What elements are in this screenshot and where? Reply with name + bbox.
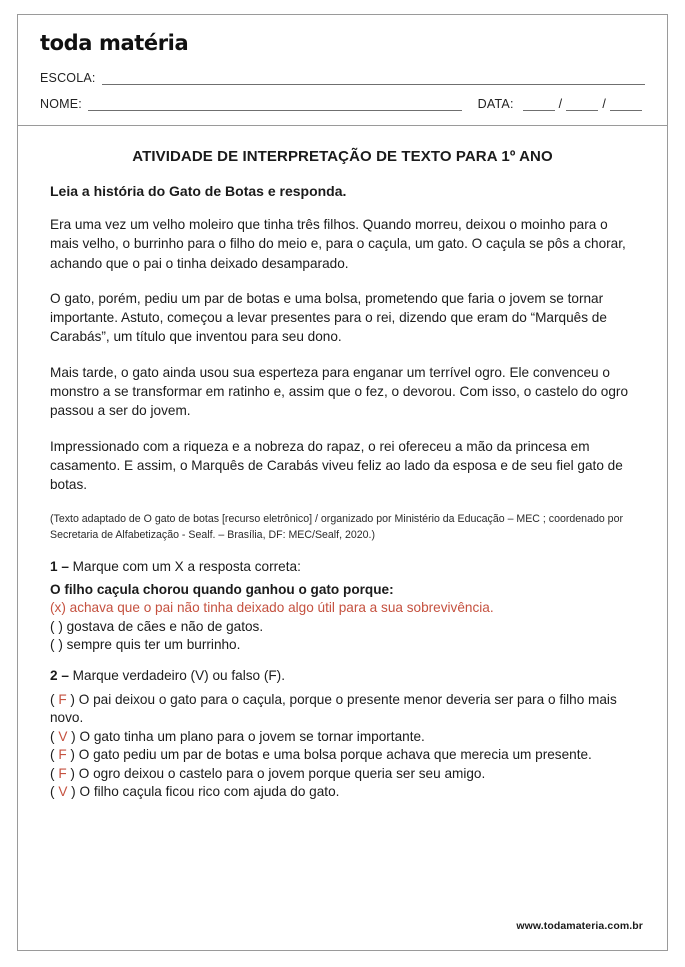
true-false-mark[interactable]: F xyxy=(58,691,67,707)
option-label: achava que o pai não tinha deixado algo útil para a sua sobrevivência. xyxy=(69,600,494,616)
item-label: O gato tinha um plano para o jovem se tornar importante. xyxy=(79,728,425,744)
question-2-item[interactable]: ( F ) O pai deixou o gato para o caçula, porque o presente menor deveria ser para o filho mais novo. xyxy=(50,691,617,726)
nome-input[interactable] xyxy=(88,99,462,111)
story-paragraph: O gato, porém, pediu um par de botas e uma bolsa, prometendo que faria o jovem se tornar importante. Astuto, começou a levar presentes para o rei, dizendo que eram do “Marquês de Carabás”, um título que inventou para seu dono. xyxy=(50,290,607,345)
footer-website[interactable]: www.todamateria.com.br xyxy=(516,920,643,932)
date-slash-2: / xyxy=(602,97,606,111)
option-checkbox-mark[interactable] xyxy=(55,637,59,652)
data-month-input[interactable] xyxy=(566,99,598,111)
item-label: O ogro deixou o castelo para o jovem porque queria ser seu amigo. xyxy=(78,765,486,781)
true-false-mark[interactable]: V xyxy=(58,728,68,744)
question-1-option[interactable]: ( ) gostava de cães e não de gatos. xyxy=(50,618,264,634)
reading-instruction: Leia a história do Gato de Botas e responda. xyxy=(50,183,347,199)
escola-field-row xyxy=(40,71,645,85)
page-title: ATIVIDADE DE INTERPRETAÇÃO DE TEXTO PARA 1º ANO xyxy=(132,148,553,165)
data-label: DATA: xyxy=(477,97,514,111)
source-citation: (Texto adaptado de O gato de botas [recurso eletrônico] / organizado por Ministério da Educação – MEC ; coordenado por Secretaria de Alfabetização - Sealf. – Brasília, DF: MEC/Sealf, 2020.) xyxy=(50,512,623,541)
story-paragraph: Era uma vez um velho moleiro que tinha três filhos. Quando morreu, deixou o moinho para o mais velho, o burrinho para o filho do meio e, para o caçula, um gato. O caçula se pôs a chorar, achando que o pai o tinha deixado desamparado. xyxy=(50,217,626,271)
worksheet-body xyxy=(18,126,667,802)
story-paragraph: Impressionado com a riqueza e a nobreza do rapaz, o rei ofereceu a mão da princesa em casamento. E assim, o Marquês de Carabás viveu feliz ao lado da esposa e de seu fiel gato de botas. xyxy=(50,438,623,493)
worksheet-sheet xyxy=(17,14,668,951)
option-checkbox-mark[interactable] xyxy=(55,619,59,634)
question-1-instruction: Marque com um X a resposta correta: xyxy=(68,559,301,575)
question-1-option[interactable]: (x) achava que o pai não tinha deixado algo útil para a sua sobrevivência. xyxy=(50,600,494,616)
true-false-mark[interactable]: F xyxy=(58,747,67,763)
option-label: gostava de cães e não de gatos. xyxy=(66,618,264,634)
question-1-option[interactable]: ( ) sempre quis ter um burrinho. xyxy=(50,636,241,652)
data-year-input[interactable] xyxy=(610,99,642,111)
question-2-item[interactable]: ( F ) O ogro deixou o castelo para o jovem porque queria ser seu amigo. xyxy=(50,765,486,781)
story-paragraph: Mais tarde, o gato ainda usou sua esperteza para enganar um terrível ogro. Ele convenceu o monstro a se transformar em ratinho e, assim que o fez, o devorou. Com isso, o castelo do ogro passou a ser do jovem. xyxy=(50,364,629,419)
item-label: O filho caçula ficou rico com ajuda do gato. xyxy=(79,784,340,800)
option-checkbox-mark[interactable]: x xyxy=(54,600,62,616)
true-false-mark[interactable]: V xyxy=(58,784,68,800)
nome-label: NOME: xyxy=(40,97,82,111)
item-label: O gato pediu um par de botas e uma bolsa porque achava que merecia um presente. xyxy=(78,747,592,763)
data-field-group xyxy=(478,97,645,111)
question-2-instruction: Marque verdadeiro (V) ou falso (F). xyxy=(68,667,285,683)
true-false-mark[interactable]: F xyxy=(58,765,67,781)
item-label: O pai deixou o gato para o caçula, porque o presente menor deveria ser para o filho mais novo. xyxy=(50,691,617,726)
escola-label: ESCOLA: xyxy=(40,71,96,85)
worksheet-header xyxy=(18,15,667,126)
nome-data-field-row xyxy=(40,97,645,111)
escola-input[interactable] xyxy=(102,73,645,85)
question-2-number: 2 – xyxy=(50,667,69,683)
question-2-item[interactable]: ( V ) O filho caçula ficou rico com ajuda do gato. xyxy=(50,784,340,800)
question-1-number: 1 – xyxy=(50,559,69,575)
question-1-heading xyxy=(50,559,635,574)
data-day-input[interactable] xyxy=(523,99,555,111)
date-slash-1: / xyxy=(558,97,563,111)
question-2-item[interactable]: ( V ) O gato tinha um plano para o jovem se tornar importante. xyxy=(50,728,425,744)
question-2-block xyxy=(50,668,635,802)
question-1-statement: O filho caçula chorou quando ganhou o gato porque: xyxy=(50,582,394,598)
option-label: sempre quis ter um burrinho. xyxy=(66,636,241,652)
brand-logo: toda matéria xyxy=(40,31,189,55)
question-2-heading xyxy=(50,668,635,683)
question-2-item[interactable]: ( F ) O gato pediu um par de botas e uma bolsa porque achava que merecia um presente. xyxy=(50,747,592,763)
